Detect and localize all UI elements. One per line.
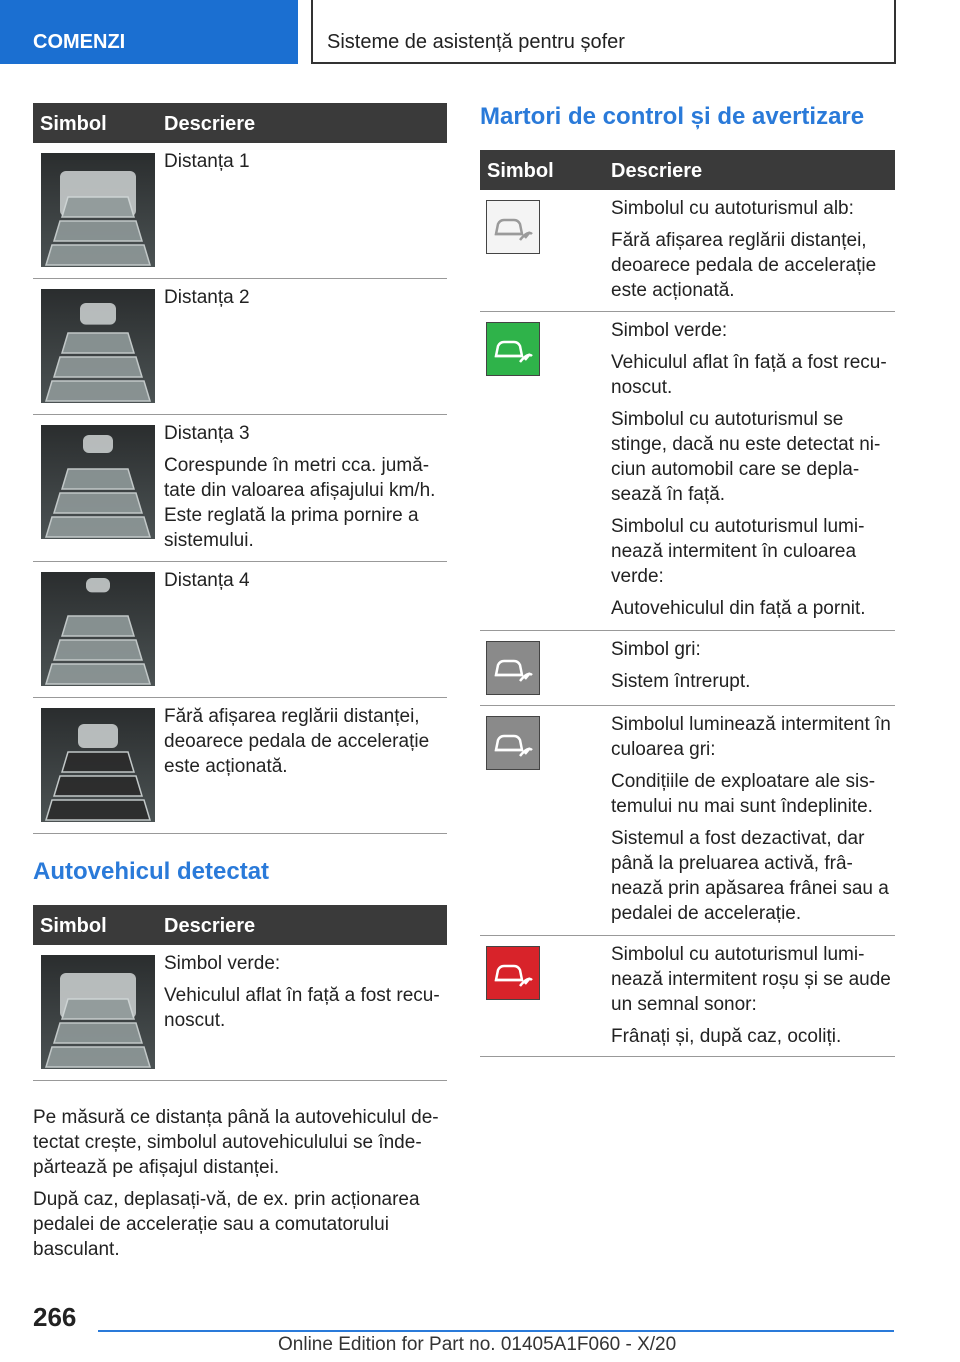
description-line: Condițiile de exploatare ale sistemului nu mai sunt îndeplinite. (611, 771, 876, 817)
edition-note: Online Edition for Part no. 01405A1F060 - X/20 (278, 1334, 677, 1355)
col-desc: Descriere (164, 915, 256, 937)
gray-car-icon (486, 641, 540, 695)
distance-display-image (41, 153, 155, 267)
distance-display-image (41, 572, 155, 686)
table-row (480, 631, 895, 706)
table-header (33, 905, 447, 945)
description-line: Simbolul cu autoturismul luminează intermitent în culoarea verde: (611, 516, 865, 587)
table-row (33, 562, 447, 698)
row-description (611, 318, 891, 628)
row-description (611, 196, 891, 310)
distance-table (33, 103, 447, 834)
description-line: Distanța 1 (164, 151, 250, 172)
warning-title: Martori de control și de avertizare (480, 103, 865, 130)
distance-graphic (41, 572, 155, 686)
distance-graphic (41, 955, 155, 1069)
description-line: Vehiculul aflat în față a fost recunoscut. (164, 985, 440, 1031)
row-description (164, 568, 443, 600)
gray-car-icon (486, 716, 540, 770)
table-row (480, 190, 895, 312)
description-line: Simbolul luminează intermitent în culoarea gri: (611, 714, 891, 760)
table-row (480, 706, 895, 936)
distance-graphic (41, 708, 155, 822)
table-row (480, 936, 895, 1057)
row-description (611, 637, 891, 701)
footer-rule (98, 1330, 894, 1332)
detected-title: Autovehicul detectat (33, 858, 270, 885)
description-line: Simbolul cu autoturismul se stinge, dacă nu este detectat niciun automobil care se deplasează în față. (611, 409, 881, 505)
description-line: Distanța 4 (164, 570, 250, 591)
detected-table (33, 905, 447, 1081)
section-header (311, 0, 896, 64)
row-description (611, 942, 891, 1056)
col-symbol: Simbol (40, 915, 107, 937)
detected-paragraphs (33, 1105, 447, 1269)
table-header (33, 103, 447, 143)
col-desc: Descriere (164, 113, 256, 135)
description-line: Sistemul a fost dezactivat, dar până la preluarea activă, frânează prin apăsarea frânei sau a pedalei de accelerație. (611, 828, 889, 924)
col-symbol: Simbol (40, 113, 107, 135)
table-row (33, 945, 447, 1081)
row-description (611, 712, 891, 933)
distance-display-image (41, 955, 155, 1069)
table-row (480, 312, 895, 631)
row-description (164, 285, 443, 317)
distance-graphic (41, 425, 155, 539)
table-row (33, 143, 447, 279)
description-line: Simbol verde: (611, 320, 728, 341)
row-description (164, 421, 443, 560)
description-line: Fără afișarea reglării distanței, deoarece pedala de accelerație este acționată. (611, 230, 877, 301)
chapter-tab (0, 0, 298, 64)
description-line: Simbol gri: (611, 639, 701, 660)
description-line: Corespunde în metri cca. jumătate din valoarea afișajului km/h. Este reglată la prima pornire a sistemului. (164, 455, 436, 551)
description-line: Distanța 3 (164, 423, 250, 444)
red-car-icon (486, 946, 540, 1000)
warning-table (480, 150, 895, 1057)
row-description (164, 704, 443, 786)
description-line: Pe măsură ce distanța până la autovehiculul detectat crește, simbolul autovehiculului se îndepărtează pe afișajul distanței. (33, 1107, 439, 1178)
description-line: Simbolul cu autoturismul luminează intermitent roșu și se aude un semnal sonor: (611, 944, 891, 1015)
section-title: Sisteme de asistență pentru șofer (327, 31, 625, 53)
description-line: Fără afișarea reglării distanței, deoarece pedala de accelerație este acționată. (164, 706, 430, 777)
table-row (33, 415, 447, 562)
description-line: Sistem întrerupt. (611, 671, 751, 692)
distance-display-image (41, 425, 155, 539)
description-line: După caz, deplasați-vă, de ex. prin acționarea pedalei de accelerație sau a comutatorului basculant. (33, 1189, 420, 1260)
table-row (33, 279, 447, 415)
description-line: Autovehiculul din față a pornit. (611, 598, 866, 619)
col-symbol: Simbol (487, 160, 554, 182)
description-line: Simbol verde: (164, 953, 281, 974)
page-number: 266 (33, 1302, 77, 1332)
green-car-icon (486, 322, 540, 376)
distance-graphic (41, 289, 155, 403)
table-header (480, 150, 895, 190)
description-line: Distanța 2 (164, 287, 250, 308)
white-car-icon (486, 200, 540, 254)
col-desc: Descriere (611, 160, 703, 182)
description-line: Vehiculul aflat în față a fost recunoscut. (611, 352, 887, 398)
chapter-label: COMENZI (33, 31, 126, 53)
description-line: Simbolul cu autoturismul alb: (611, 198, 854, 219)
distance-display-image (41, 708, 155, 822)
row-description (164, 951, 443, 1040)
distance-graphic (41, 153, 155, 267)
distance-display-image (41, 289, 155, 403)
row-description (164, 149, 443, 181)
table-row (33, 698, 447, 834)
description-line: Frânați și, după caz, ocoliți. (611, 1026, 842, 1047)
